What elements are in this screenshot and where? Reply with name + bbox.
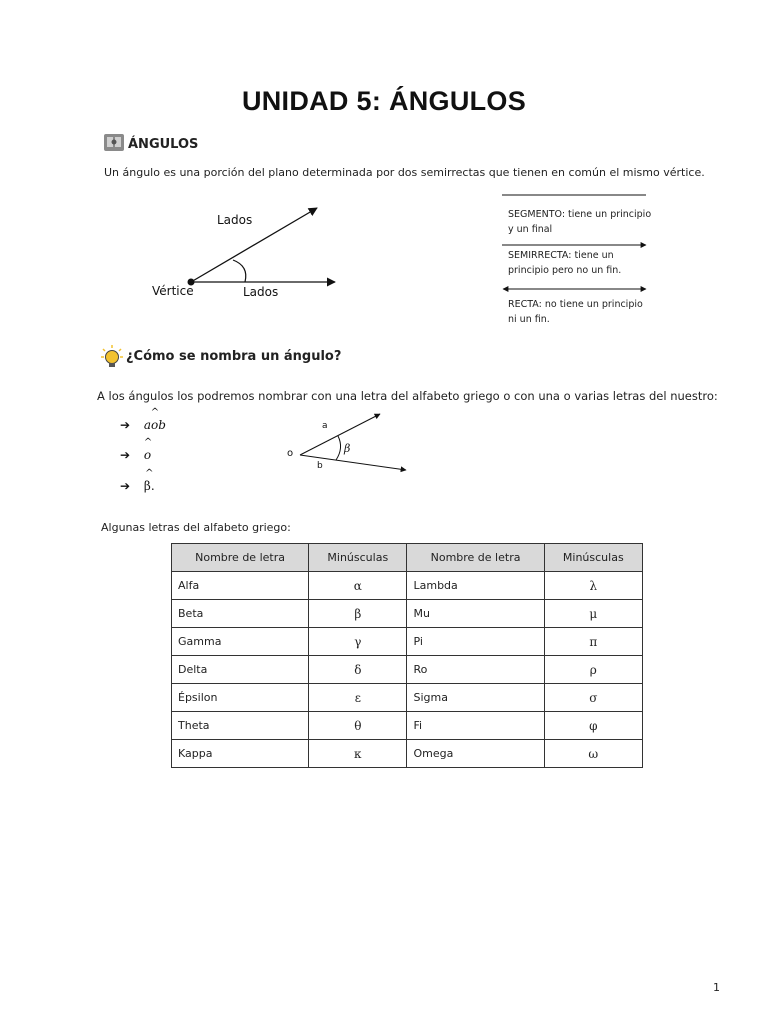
- page-title: UNIDAD 5: ÁNGULOS: [241, 86, 527, 116]
- letter-symbol: λ: [544, 572, 642, 600]
- letter-name: Lambda: [407, 572, 544, 600]
- letter-symbol: κ: [309, 740, 407, 768]
- letter-name: Épsilon: [172, 684, 309, 712]
- table-caption: Algunas letras del alfabeto griego:: [101, 521, 291, 534]
- letter-name: Sigma: [407, 684, 544, 712]
- letter-symbol: θ: [309, 712, 407, 740]
- letter-name: Kappa: [172, 740, 309, 768]
- ray-upper: [191, 208, 317, 282]
- letter-symbol: ε: [309, 684, 407, 712]
- angle-definition-text: Un ángulo es una porción del plano determinada por dos semirrectas que tienen en común el mismo vértice.: [104, 166, 705, 179]
- header-minusculas-1: Minúsculas: [309, 544, 407, 572]
- angle-name-o: o: [143, 448, 152, 462]
- def-semirrecta: [508, 248, 621, 278]
- list-item: ➔ ^ aob: [120, 407, 166, 432]
- label-lados-bottom: Lados: [243, 285, 279, 299]
- section-heading-nombra: ¿Cómo se nombra un ángulo?: [126, 349, 342, 364]
- def-recta-line2: ni un fin.: [508, 314, 550, 325]
- header-minusculas-2: Minúsculas: [544, 544, 642, 572]
- def-segmento-line1: SEGMENTO: tiene un principio: [508, 209, 652, 220]
- letter-symbol: β: [309, 600, 407, 628]
- letter-name: Beta: [172, 600, 309, 628]
- letter-name: Fi: [407, 712, 544, 740]
- table-row: [172, 572, 643, 600]
- book-icon: [103, 132, 125, 154]
- letter-name: Ro: [407, 656, 544, 684]
- arrow-icon: ➔: [120, 479, 131, 493]
- def-semirrecta-line2: principio pero no un fin.: [508, 265, 622, 276]
- label-vertice: Vértice: [152, 284, 194, 298]
- def-segmento: [508, 207, 651, 237]
- list-item: ➔ ^ β.: [120, 468, 155, 493]
- header-nombre-1: Nombre de letra: [172, 544, 309, 572]
- letter-symbol: σ: [544, 684, 642, 712]
- lightbulb-icon: [100, 344, 124, 370]
- letter-symbol: π: [544, 628, 642, 656]
- section-heading-angulos: ÁNGULOS: [128, 137, 199, 152]
- angle-arc: [233, 260, 246, 282]
- angle-arc-beta: [336, 436, 341, 460]
- table-row: [172, 656, 643, 684]
- arrow-icon: ➔: [120, 448, 131, 462]
- def-recta: [508, 297, 643, 327]
- page-number: 1: [713, 981, 720, 994]
- letter-symbol: α: [309, 572, 407, 600]
- letter-symbol: δ: [309, 656, 407, 684]
- label-b: b: [317, 461, 323, 471]
- def-segmento-line2: y un final: [508, 224, 553, 235]
- ray-b: [300, 455, 406, 470]
- label-a: a: [322, 421, 328, 431]
- letter-name: Omega: [407, 740, 544, 768]
- letter-symbol: ω: [544, 740, 642, 768]
- letter-name: Gamma: [172, 628, 309, 656]
- letter-symbol: φ: [544, 712, 642, 740]
- header-nombre-2: Nombre de letra: [407, 544, 544, 572]
- label-o: o: [287, 448, 294, 459]
- letter-name: Theta: [172, 712, 309, 740]
- table-row: [172, 712, 643, 740]
- naming-text: A los ángulos los podremos nombrar con una letra del alfabeto griego o con una o varias letras del nuestro:: [97, 389, 718, 403]
- letter-name: Pi: [407, 628, 544, 656]
- def-recta-line1: RECTA: no tiene un principio: [508, 299, 643, 310]
- angle-name-aob: aob: [143, 418, 166, 432]
- table-row: [172, 740, 643, 768]
- letter-symbol: γ: [309, 628, 407, 656]
- label-beta: β: [344, 442, 351, 455]
- letter-symbol: μ: [544, 600, 642, 628]
- letter-name: Delta: [172, 656, 309, 684]
- table-row: [172, 600, 643, 628]
- angle-name-beta: β.: [143, 479, 155, 493]
- letter-name: Alfa: [172, 572, 309, 600]
- letter-name: Mu: [407, 600, 544, 628]
- letter-symbol: ρ: [544, 656, 642, 684]
- table-row: [172, 684, 643, 712]
- greek-alphabet-table: [171, 543, 643, 768]
- def-semirrecta-line1: SEMIRRECTA: tiene un: [508, 250, 614, 261]
- label-lados-top: Lados: [217, 213, 253, 227]
- arrow-icon: ➔: [120, 418, 131, 432]
- table-row: [172, 628, 643, 656]
- list-item: ➔ ^ o: [120, 437, 153, 462]
- table-header-row: [172, 544, 643, 572]
